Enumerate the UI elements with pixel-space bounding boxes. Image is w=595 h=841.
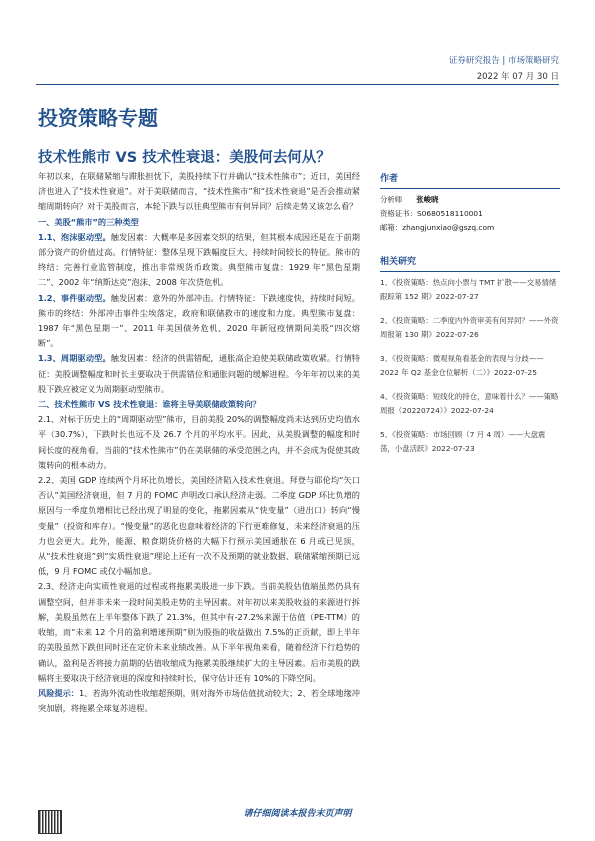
sidebar xyxy=(380,172,560,466)
analyst-label: 分析师 xyxy=(380,195,403,204)
related-item[interactable]: 2、《投资策略：二季度内外资审美有何异同？——外资周报第 130 期》2022-07-26 xyxy=(380,316,559,339)
related-item[interactable]: 3、《投资策略：微观视角看基金的表现与分歧——2022 年 Q2 基金仓位解析（二）》2022-07-25 xyxy=(380,354,544,377)
report-date: 2022 年 07 月 30 日 xyxy=(476,72,559,82)
risk-text: 1、若海外流动性收缩超预期，则对海外市场估值扰动较大；2、若全球地缘冲突加剧，将拖累全球复苏进程。 xyxy=(38,687,360,714)
section-2-2: 2.2、美国 GDP 连续两个月环比负增长，美国经济陷入技术性衰退。拜登与耶伦均“矢口否认”美国经济衰退，但 7 月的 FOMC 声明改口承认经济走弱。二季度 GDP 环比负增的原因与一季度负增相比已经出现了明显的变化，拖累因素从“快变量”（进出口）转向“慢变量”（投资和库存）。“慢变量”的恶化也意味着经济的下行更难修复，未来经济衰退的压力也会更大。此外，能源、粮食期货价格的大幅下行预示美国通胀在 6 月或已见顶，从“技术性衰退”到“实质性衰退”理论上还有一次不及预期的就业数据、联储紧缩预期已远低，9 月 FOMC 或仅小幅加息。 xyxy=(38,475,360,577)
related-item[interactable]: 1、《投资策略：热点向小票与 TMT 扩散——交易情绪跟踪第 152 期》2022-07-27 xyxy=(380,278,557,301)
section-1-1 xyxy=(38,230,360,291)
section-1-1-text: 触发因素：大概率是多因素交织的结果，但其根本成因还是在于前期部分资产的价值过高。行情特征：整体呈现下跌幅度巨大、持续时间较长的特征。熊市的终结：完善行业监管制度，推出非常规货币政策。典型熊市复盘：1929 年“黑色星期二”、2002 年“纳斯达克”泡沫、2008 年次贷危机。 xyxy=(38,231,360,288)
footer-disclaimer: 请仔细阅读本报告末页声明 xyxy=(243,809,352,819)
section-2-heading: 二、技术性熊市 VS 技术性衰退：谁将主导美联储政策转向？ xyxy=(38,399,261,410)
related-item[interactable]: 5、《投资策略：市场回顾（7 月 4 周）——大盘震荡，小盘活跃》2022-07-23 xyxy=(380,430,546,453)
main-body xyxy=(38,169,360,716)
section-1-2 xyxy=(38,291,360,352)
analyst-name: 张峻晓 xyxy=(416,195,439,204)
analyst-row xyxy=(380,193,560,207)
page-title: 投资策略专题 xyxy=(38,106,158,130)
related-heading: 相关研究 xyxy=(380,255,560,272)
cert-label: 资格证书： xyxy=(380,209,417,218)
risk-label: 风险提示： xyxy=(38,687,79,698)
header-rule xyxy=(36,84,559,85)
intro-paragraph: 年初以来，在联储紧缩与滞胀担忧下，美股持续下行并确认“技术性熊市”；近日，美国经济也进入了“技术性衰退”。对于美联储而言，“技术性熊市”和“技术性衰退”是否会推动紧缩周期转向？对于美股而言，本轮下跌与以往典型熊市有何异同？后续走势又该怎么看？ xyxy=(38,171,360,212)
email-link[interactable]: zhangjunxiao@gszq.com xyxy=(402,223,495,232)
section-1-heading: 一、美股“熊市”的三种类型 xyxy=(38,216,139,227)
email-row xyxy=(380,221,560,235)
section-1-3-text: 触发因素：经济的供需错配，通胀高企迫使美联储政策收紧。行情特征：美股调整幅度和时长主要取决于供需错位和通胀问题的缓解进程。今年年初以来的美股下跌应被定义为周期驱动型熊市。 xyxy=(38,353,360,394)
cert-number: S0680518110001 xyxy=(416,209,483,218)
section-1-2-lead: 1.2、事件驱动型。 xyxy=(38,292,111,303)
page-subtitle: 技术性熊市 VS 技术性衰退：美股何去何从？ xyxy=(38,150,331,166)
email-label: 邮箱： xyxy=(380,223,403,232)
risk-paragraph xyxy=(38,686,360,716)
section-1-3 xyxy=(38,351,360,397)
report-type: 证券研究报告 | 市场策略研究 xyxy=(448,56,559,66)
section-1-1-lead: 1.1、泡沫驱动型。 xyxy=(38,231,111,242)
author-heading: 作者 xyxy=(380,172,560,189)
section-2-3: 2.3、经济走向实质性衰退的过程或将拖累美股进一步下跌。当前美股估值端虽然仍具有调整空间，但并非未来一段时间美股走势的主导因素。对年初以来美股收益的来源进行拆解，美股虽然在上半年整体下跌了 21.3%，但其中有-27.2%来源于估值（PE-TTM）的收缩，而“未来 12 个月的盈利增速预期”则为股指的收益做出 7.5%的正贡献，即上半年的美股虽然下跌但同时还在定价未来业绩改善。从下半年视角来看，随着经济下行趋势的确认，盈利是否将接力前期的估值收缩成为拖累美股继续扩大的主导因素。后市美股的跌幅将主要取决于经济衰退的深度和持续时长，保守估计还有 10%的下降空间。 xyxy=(38,581,360,683)
section-1-2-text: 触发因素：意外的外部冲击。行情特征：下跌速度快，持续时间短。熊市的终结：外部冲击事件尘埃落定，政府和联储救市的速度和力度。典型熊市复盘：1987 年“黑色星期一”、2011 年美国债务危机、2020 年新冠疫情期间美股“四次熔断”。 xyxy=(38,292,360,349)
related-item[interactable]: 4、《投资策略：短线化的持仓，意味着什么？——策略周报（20220724）》2022-07-24 xyxy=(380,392,559,415)
section-1-3-lead: 1.3、周期驱动型。 xyxy=(38,353,111,364)
cert-row xyxy=(380,207,560,221)
section-2-1: 2.1、对标于历史上的“周期驱动型”熊市，目前美股 20%的调整幅度尚未达到历史均值水平（30.7%），下跌时长也远不及 26.7 个月的平均水平。因此，从美股调整的幅度和时间长度的视角看，当前的“技术性熊市”仍在美联储的承受范围之内，并不会成为促使其政策转向的根本动力。 xyxy=(38,414,360,470)
